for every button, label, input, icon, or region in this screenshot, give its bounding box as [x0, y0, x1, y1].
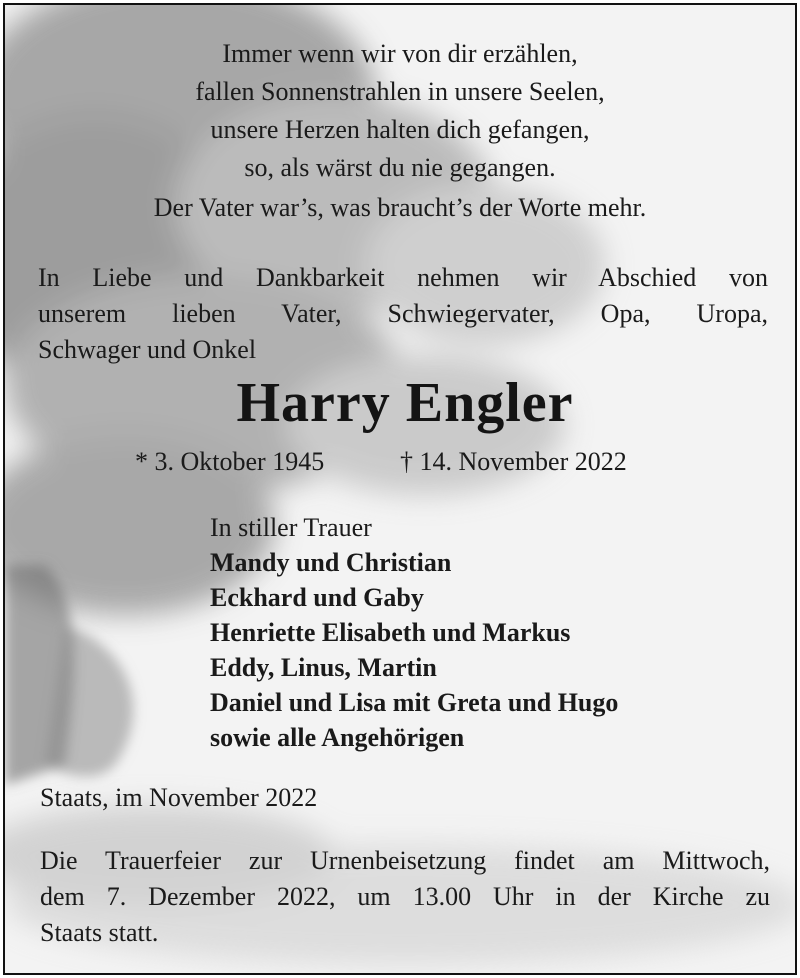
mourners-lead: In stiller Trauer [210, 513, 372, 542]
intro-text [38, 260, 768, 368]
intro-line: In Liebe und Dankbarkeit nehmen wir Abschied von [38, 263, 768, 292]
notice-line: Die Trauerfeier zur Urnenbeisetzung findet am Mittwoch, [40, 846, 770, 875]
deceased-name: Harry Engler [236, 372, 574, 434]
mourner-name: sowie alle Angehörigen [210, 723, 465, 752]
obituary-card [3, 3, 797, 975]
mourner-name: Daniel und Lisa mit Greta und Hugo [210, 688, 619, 717]
intro-line: unserem lieben Vater, Schwiegervater, Opa, Uropa, [38, 299, 768, 328]
death-date: † 14. November 2022 [400, 447, 627, 476]
mourners-list [210, 510, 618, 755]
birth-date: * 3. Oktober 1945 [135, 447, 325, 476]
funeral-notice [40, 843, 770, 951]
poem [5, 35, 795, 187]
notice-line: Staats statt. [40, 918, 159, 947]
poem-line: Immer wenn wir von dir erzählen, [222, 39, 578, 68]
notice-line: dem 7. Dezember 2022, um 13.00 Uhr in der Kirche zu [40, 882, 770, 911]
poem-line: so, als wärst du nie gegangen. [244, 153, 556, 182]
intro-line: Schwager und Onkel [38, 335, 257, 364]
place-date: Staats, im November 2022 [40, 783, 318, 812]
poem-line: unsere Herzen halten dich gefangen, [210, 115, 590, 144]
poem-line: fallen Sonnenstrahlen in unsere Seelen, [195, 77, 605, 106]
mourner-name: Eddy, Linus, Martin [210, 653, 437, 682]
mourner-name: Eckhard und Gaby [210, 583, 424, 612]
saying: Der Vater war’s, was braucht’s der Worte mehr. [153, 193, 647, 222]
mourner-name: Mandy und Christian [210, 548, 452, 577]
mourner-name: Henriette Elisabeth und Markus [210, 618, 571, 647]
